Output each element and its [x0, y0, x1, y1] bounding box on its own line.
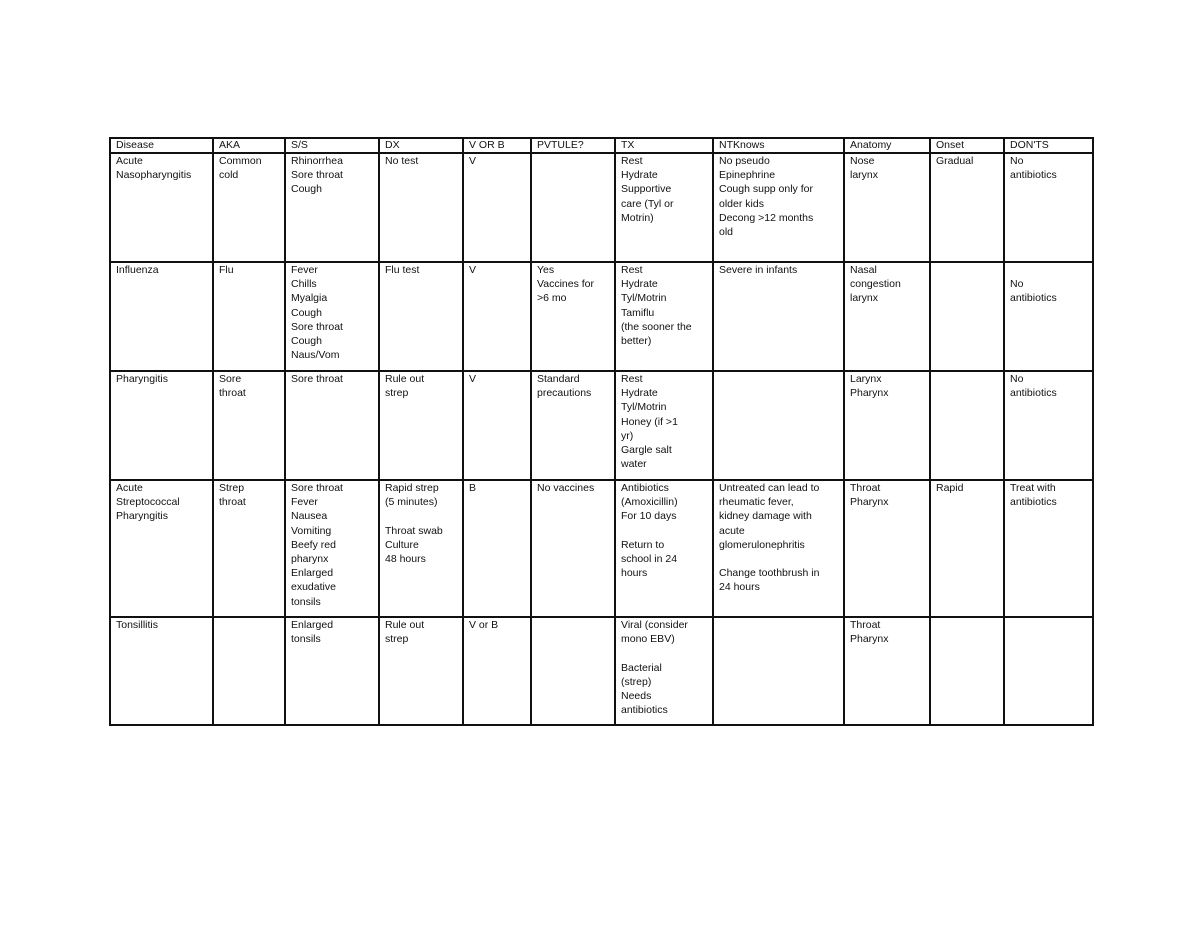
cell-v-or-b: V: [463, 262, 531, 371]
cell-donts: No antibiotics: [1004, 371, 1093, 480]
cell-onset: [930, 262, 1004, 371]
header-disease: Disease: [110, 138, 213, 153]
header-dx: DX: [379, 138, 463, 153]
header-v-or-b: V OR B: [463, 138, 531, 153]
cell-pvtule: No vaccines: [531, 480, 615, 617]
cell-disease: Pharyngitis: [110, 371, 213, 480]
cell-tx: Rest Hydrate Tyl/Motrin Tamiflu (the sooner the better): [615, 262, 713, 371]
cell-pvtule: [531, 153, 615, 262]
cell-anatomy: Nose larynx: [844, 153, 930, 262]
cell-donts: No antibiotics: [1004, 153, 1093, 262]
cell-onset: Rapid: [930, 480, 1004, 617]
cell-aka: [213, 617, 285, 725]
cell-v-or-b: V or B: [463, 617, 531, 725]
cell-ntknows: [713, 371, 844, 480]
header-aka: AKA: [213, 138, 285, 153]
cell-ntknows: Severe in infants: [713, 262, 844, 371]
cell-onset: Gradual: [930, 153, 1004, 262]
cell-ntknows: Untreated can lead to rheumatic fever, kidney damage with acute glomerulonephritis Change toothbrush in 24 hours: [713, 480, 844, 617]
cell-dx: Rapid strep (5 minutes) Throat swab Culture 48 hours: [379, 480, 463, 617]
cell-v-or-b: B: [463, 480, 531, 617]
header-ntknows: NTKnows: [713, 138, 844, 153]
cell-onset: [930, 371, 1004, 480]
header-signs-symptoms: S/S: [285, 138, 379, 153]
cell-aka: Flu: [213, 262, 285, 371]
cell-pvtule: [531, 617, 615, 725]
table-row: [110, 617, 1093, 725]
table-row: [110, 262, 1093, 371]
cell-donts: [1004, 617, 1093, 725]
cell-disease: Acute Streptococcal Pharyngitis: [110, 480, 213, 617]
cell-anatomy: Throat Pharynx: [844, 617, 930, 725]
cell-onset: [930, 617, 1004, 725]
cell-anatomy: Nasal congestion larynx: [844, 262, 930, 371]
cell-aka: Strep throat: [213, 480, 285, 617]
cell-ntknows: [713, 617, 844, 725]
header-tx: TX: [615, 138, 713, 153]
cell-signs-symptoms: Enlarged tonsils: [285, 617, 379, 725]
cell-dx: No test: [379, 153, 463, 262]
cell-tx: Rest Hydrate Supportive care (Tyl or Motrin): [615, 153, 713, 262]
cell-v-or-b: V: [463, 371, 531, 480]
table-row: [110, 371, 1093, 480]
header-anatomy: Anatomy: [844, 138, 930, 153]
cell-tx: Viral (consider mono EBV) Bacterial (strep) Needs antibiotics: [615, 617, 713, 725]
cell-signs-symptoms: Sore throat Fever Nausea Vomiting Beefy red pharynx Enlarged exudative tonsils: [285, 480, 379, 617]
cell-dx: Rule out strep: [379, 617, 463, 725]
header-pvtule: PVTULE?: [531, 138, 615, 153]
table-header-row: [110, 138, 1093, 153]
cell-disease: Influenza: [110, 262, 213, 371]
cell-tx: Rest Hydrate Tyl/Motrin Honey (if >1 yr) Gargle salt water: [615, 371, 713, 480]
cell-disease: Acute Nasopharyngitis: [110, 153, 213, 262]
cell-donts: Treat with antibiotics: [1004, 480, 1093, 617]
cell-dx: Rule out strep: [379, 371, 463, 480]
cell-disease: Tonsillitis: [110, 617, 213, 725]
table-row: [110, 480, 1093, 617]
cell-ntknows: No pseudo Epinephrine Cough supp only for older kids Decong >12 months old: [713, 153, 844, 262]
cell-tx: Antibiotics (Amoxicillin) For 10 days Return to school in 24 hours: [615, 480, 713, 617]
cell-donts: No antibiotics: [1004, 262, 1093, 371]
cell-anatomy: Larynx Pharynx: [844, 371, 930, 480]
cell-anatomy: Throat Pharynx: [844, 480, 930, 617]
cell-signs-symptoms: Rhinorrhea Sore throat Cough: [285, 153, 379, 262]
cell-v-or-b: V: [463, 153, 531, 262]
disease-table: [109, 137, 1094, 726]
header-donts: DON'TS: [1004, 138, 1093, 153]
header-onset: Onset: [930, 138, 1004, 153]
cell-aka: Common cold: [213, 153, 285, 262]
cell-aka: Sore throat: [213, 371, 285, 480]
cell-dx: Flu test: [379, 262, 463, 371]
table-row: [110, 153, 1093, 262]
cell-signs-symptoms: Sore throat: [285, 371, 379, 480]
cell-signs-symptoms: Fever Chills Myalgia Cough Sore throat Cough Naus/Vom: [285, 262, 379, 371]
cell-pvtule: Yes Vaccines for >6 mo: [531, 262, 615, 371]
cell-pvtule: Standard precautions: [531, 371, 615, 480]
